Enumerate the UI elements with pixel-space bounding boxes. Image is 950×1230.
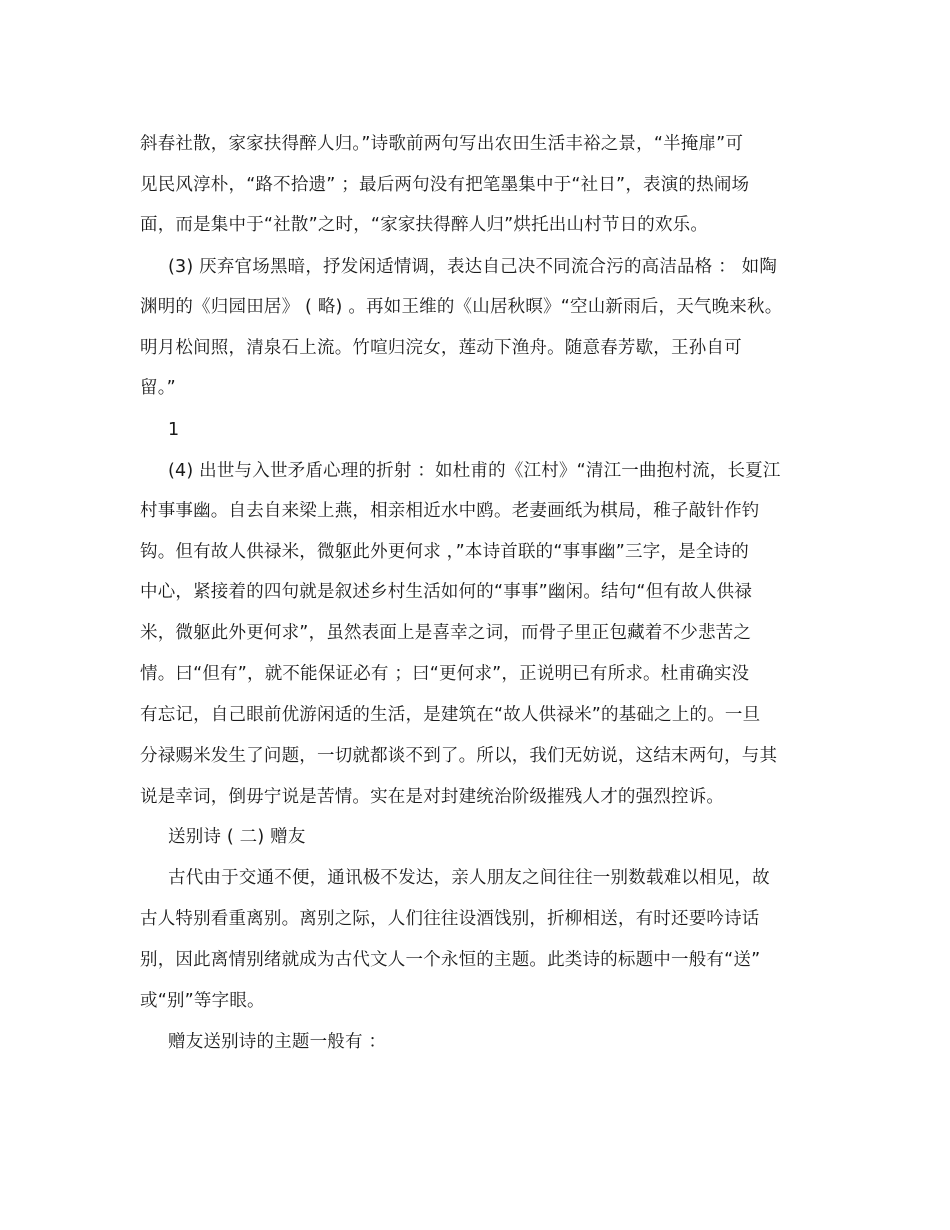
text-line: 或“别”等字眼。 (140, 991, 265, 1011)
text-line: 见民风淳朴，“路不拾遗” ；最后两句没有把笔墨集中于“社日”，表演的热闹场 (140, 175, 750, 195)
text-line: 说是幸词，倒毋宁说是苦情。实在是对封建统治阶级摧残人才的强烈控诉。 (140, 787, 725, 807)
text-line: 斜春社散，家家扶得醉人归。”诗歌前两句写出农田生活丰裕之景，“半掩扉”可 (140, 134, 744, 154)
text-line: 有忘记，自己眼前优游闲适的生活，是建筑在“故人供禄米”的基础之上的。一旦 (140, 705, 761, 725)
text-line: 古人特别看重离别。离别之际，人们往往设酒饯别，折柳相送，有时还要吟诗话 (140, 909, 760, 929)
text-line: 明月松间照，清泉石上流。竹喧归浣女，莲动下渔舟。随意春芳歇，王孙自可 (140, 338, 742, 358)
text-line: 留。” (140, 378, 176, 398)
page-number: 1 (168, 420, 180, 440)
text-line: 情。曰“但有”，就不能保证必有 ；曰“更何求”，正说明已有所求。杜甫确实没 (140, 664, 750, 684)
text-line: 钩。但有故人供禄米，微躯此外更何求 ，”本诗首联的“事事幽”三字，是全诗的 (140, 542, 749, 562)
text-line: 米，微躯此外更何求”，虽然表面上是喜幸之词，而骨子里正包藏着不少悲苦之 (140, 623, 752, 643)
text-line: 渊明的《归园田居》 ( 略) 。再如王维的《山居秋暝》“空山新雨后，天气晚来秋。 (140, 297, 783, 317)
section-heading: 送别诗 ( 二) 赠友 (168, 827, 306, 847)
text-line: 赠友送别诗的主题一般有 ： (168, 1032, 387, 1052)
text-line: 中心，紧接着的四句就是叙述乡村生活如何的“事事”幽闲。结句“但有故人供禄 (140, 582, 752, 602)
text-line: (3) 厌弃官场黑暗，抒发闲适情调，表达自己决不同流合污的高洁品格 ： 如陶 (168, 257, 778, 277)
text-line: 别，因此离情别绪就成为古代文人一个永恒的主题。此类诗的标题中一般有“送” (140, 950, 761, 970)
text-line: 古代由于交通不便，通讯极不发达，亲人朋友之间往往一别数载难以相见，故 (168, 868, 770, 888)
text-line: 村事事幽。自去自来梁上燕，相亲相近水中鸥。老妻画纸为棋局，稚子敲针作钓 (140, 501, 760, 521)
text-line: 面，而是集中于“社散”之时，“家家扶得醉人归”烘托出山村节日的欢乐。 (140, 215, 709, 235)
text-line: 分禄赐米发生了问题，一切就都谈不到了。所以，我们无妨说，这结末两句，与其 (140, 746, 778, 766)
text-line: (4) 出世与入世矛盾心理的折射 ：如杜甫的《江村》“清江一曲抱村流，长夏江 (168, 461, 781, 481)
